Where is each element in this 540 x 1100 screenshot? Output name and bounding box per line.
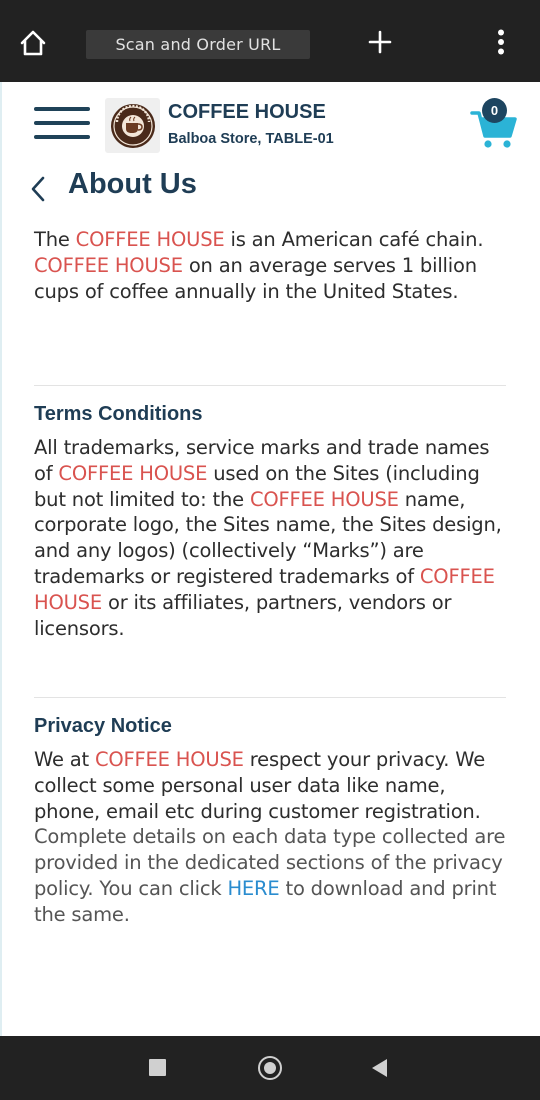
brand-name: COFFEE HOUSE [58, 461, 208, 485]
about-text-part: The [34, 228, 76, 251]
terms-text [34, 435, 510, 641]
privacy-text-part: respect your privacy. We collect some personal user data like name, phone, email etc during customer registration. [34, 748, 486, 823]
brand-name: COFFEE HOUSE [75, 228, 225, 251]
page-title: About Us [68, 168, 197, 200]
brand-name: COFFEE HOUSE [34, 564, 495, 614]
store-logo[interactable] [105, 98, 160, 153]
back-triangle-icon[interactable] [372, 1059, 387, 1077]
terms-text-part: name, corporate logo, the Sites name, the Sites design, and any logos) (collectively “Marks”) are trademarks or registered trademarks of [34, 487, 502, 588]
terms-text-part: used on the Sites (including but not limited to: the [34, 461, 480, 511]
terms-text-part: or its affiliates, partners, vendors or licensors. [34, 590, 452, 640]
section-divider [34, 385, 506, 386]
home-circle-icon[interactable] [258, 1056, 282, 1080]
terms-heading: Terms Conditions [34, 403, 203, 425]
terms-text-part: All trademarks, service marks and trade names of [34, 436, 490, 485]
brand-name: COFFEE HOUSE [249, 487, 399, 511]
privacy-text-part: Complete details on each data type collected are provided in the dedicated sections of the privacy policy. You can click [34, 825, 506, 900]
section-divider [34, 697, 506, 698]
about-text-part: on an average serves 1 billion cups of coffee annually in the United States. [34, 253, 477, 303]
privacy-text-part: We at [34, 748, 95, 771]
app-page [0, 82, 540, 1036]
hamburger-line [34, 121, 90, 125]
cart-button[interactable] [470, 98, 520, 150]
about-text [34, 227, 510, 304]
system-nav-bar [0, 1036, 540, 1100]
privacy-heading: Privacy Notice [34, 715, 172, 737]
about-text-part: is an American café chain. [224, 228, 484, 251]
cart-count-badge: 0 [482, 98, 507, 123]
back-button[interactable] [30, 175, 54, 203]
url-bar[interactable] [86, 30, 310, 59]
brand-name: COFFEE HOUSE [34, 253, 183, 277]
home-circle-inner [264, 1062, 276, 1074]
url-text: Scan and Order URL [115, 35, 281, 54]
recents-square-icon[interactable] [149, 1059, 166, 1076]
coffee-house-logo-icon [109, 102, 157, 150]
hamburger-icon[interactable] [34, 104, 90, 142]
store-location: Balboa Store, TABLE-01 [168, 131, 334, 147]
store-name: COFFEE HOUSE [168, 101, 326, 123]
hamburger-line [34, 135, 90, 139]
home-icon[interactable] [16, 26, 50, 60]
privacy-text-part: to download and print the same. [34, 876, 497, 926]
hamburger-line [34, 107, 90, 111]
download-here-link[interactable]: HERE [227, 876, 280, 900]
privacy-text [34, 747, 510, 928]
plus-icon[interactable] [364, 26, 396, 58]
chevron-left-icon [30, 176, 46, 202]
browser-toolbar [0, 0, 540, 82]
more-vert-icon[interactable] [488, 26, 514, 58]
brand-name: COFFEE HOUSE [94, 748, 244, 771]
